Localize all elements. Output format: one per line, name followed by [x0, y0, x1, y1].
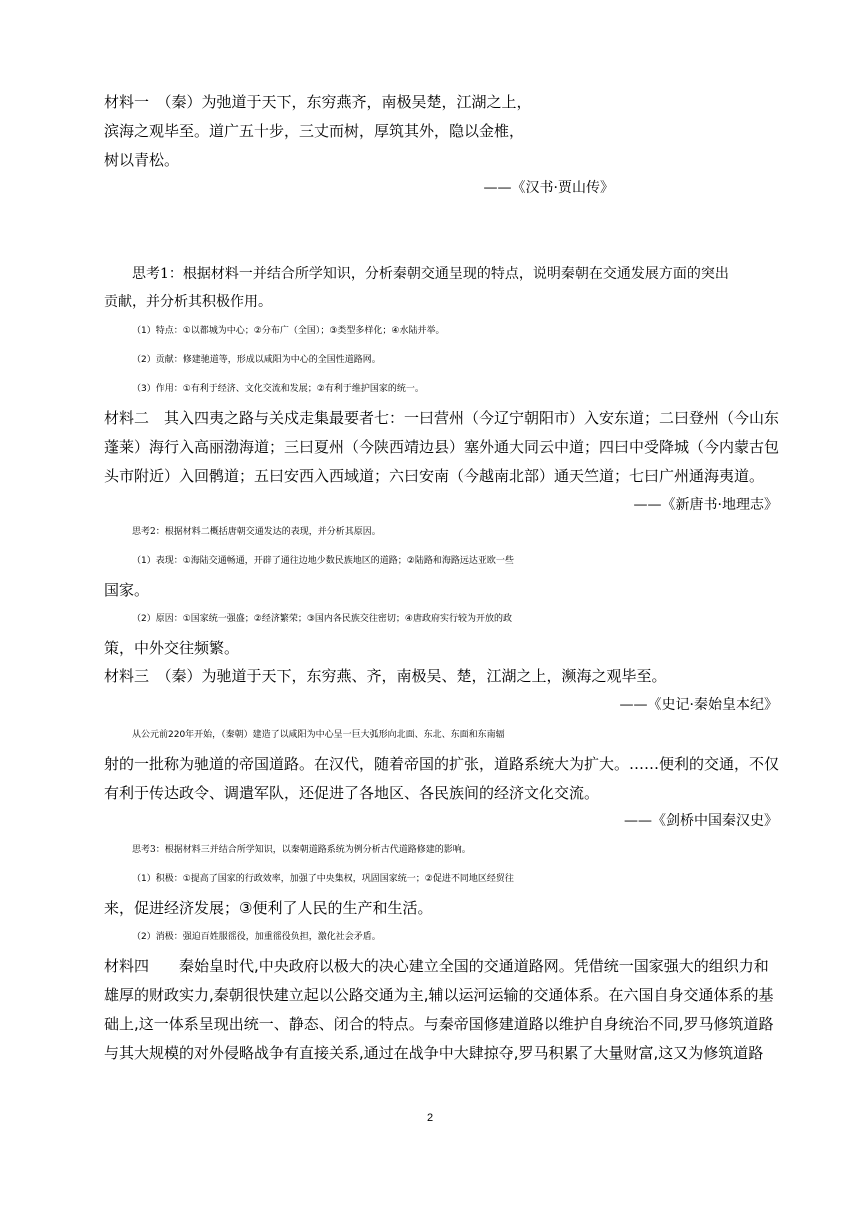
material-2-line-1: 材料二 其入四夷之路与关戍走集最要者七：一曰营州（今辽宁朝阳市）入安东道；二曰登州（今山东	[104, 409, 780, 427]
material-4-line-2: 雄厚的财政实力,秦朝很快建立起以公路交通为主,辅以运河运输的交通体系。在六国自身交通体系的基	[104, 986, 774, 1004]
question-1-answer-2: （2）贡献：修建驰道等，形成以咸阳为中心的全国性道路网。	[132, 355, 381, 365]
material-1-line-2: 滨海之观毕至。道广五十步，三丈而树，厚筑其外，隐以金椎，	[104, 122, 525, 140]
material-4-line-4: 与其大规模的对外侵略战争有直接关系,通过在战争中大肆掠夺,罗马积累了大量财富,这又为修筑道路	[104, 1044, 764, 1062]
question-1-line-2: 贡献，并分析其积极作用。	[104, 294, 272, 310]
material-4-line-3: 础上,这一体系呈现出统一、静态、闭合的特点。与秦帝国修建道路以维护自身统治不同,罗马修筑道路	[104, 1015, 774, 1033]
question-2-answer-1b: 国家。	[104, 581, 150, 599]
material-1-line-1: 材料一 （秦）为弛道于天下，东穷燕齐，南极吴楚，江湖之上，	[104, 93, 532, 111]
question-3-answer-1b: 来，促进经济发展；③便利了人民的生产和生活。	[104, 899, 433, 917]
question-2-answer-1a: （1）表现：①海陆交通畅通，开辟了通往边地少数民族地区的道路；②陆路和海路远达亚欧一些	[132, 556, 514, 566]
material-2-line-3: 头市附近）入回鹘道；五曰安西入西域道；六曰安南（今越南北部）通天竺道；七曰广州通海夷道。	[104, 467, 765, 485]
question-1-answer-3: （3）作用：①有利于经济、文化交流和发展；②有利于维护国家的统一。	[132, 384, 424, 394]
question-3-answer-1a: （1）积极：①提高了国家的行政效率，加强了中央集权，巩固国家统一；②促进不同地区经贸往	[132, 874, 514, 884]
question-1-answer-1: （1）特点：①以都城为中心；②分布广（全国）；③类型多样化；④水陆并举。	[132, 326, 445, 336]
material-2-source: ——《新唐书·地理志》	[633, 497, 778, 513]
question-3-line-1: 思考3：根据材料三并结合所学知识，以秦朝道路系统为例分析古代道路修建的影响。	[132, 845, 471, 855]
material-2-line-2: 蓬莱）海行入高丽渤海道；三曰夏州（今陕西靖边县）塞外通大同云中道；四曰中受降城（今内蒙古包	[104, 438, 780, 456]
material-3-paragraph-line-3: 有利于传达政令、调遣军队，还促进了各地区、各民族间的经济文化交流。	[104, 784, 600, 802]
material-3-paragraph-line-2: 射的一批称为驰道的帝国道路。在汉代，随着帝国的扩张，道路系统大为扩大。……便利的交通，不仅	[104, 755, 780, 773]
material-3-line-1: 材料三 （秦）为驰道于天下，东穷燕、齐，南极吴、楚，江湖之上，濒海之观毕至。	[104, 667, 667, 685]
material-3-source-1: ——《史记·秦始皇本纪》	[619, 697, 778, 713]
question-3-answer-2: （2）消极：强迫百姓服徭役，加重徭役负担，激化社会矛盾。	[132, 932, 381, 942]
material-3-source-2: ——《剑桥中国秦汉史》	[624, 813, 778, 829]
page-number: 2	[426, 1112, 434, 1124]
question-1-line-1: 思考1：根据材料一并结合所学知识，分析秦朝交通呈现的特点，说明秦朝在交通发展方面的突出	[132, 266, 729, 282]
material-3-paragraph-line-1: 从公元前220年开始，（秦朝）建造了以咸阳为中心呈一巨大弧形向北面、东北、东面和东南辐	[132, 730, 505, 740]
material-1-source: ——《汉书·贾山传》	[483, 180, 614, 196]
material-1-line-3: 树以青松。	[104, 151, 180, 169]
question-2-answer-2a: （2）原因：①国家统一强盛；②经济繁荣；③国内各民族交往密切；④唐政府实行较为开放的政	[132, 614, 513, 624]
question-2-line-1: 思考2：根据材料二概括唐朝交通发达的表现，并分析其原因。	[132, 527, 381, 537]
material-4-line-1: 材料四 秦始皇时代,中央政府以极大的决心建立全国的交通道路网。凭借统一国家强大的组织力和	[104, 957, 769, 975]
question-2-answer-2b: 策，中外交往频繁。	[104, 639, 240, 657]
